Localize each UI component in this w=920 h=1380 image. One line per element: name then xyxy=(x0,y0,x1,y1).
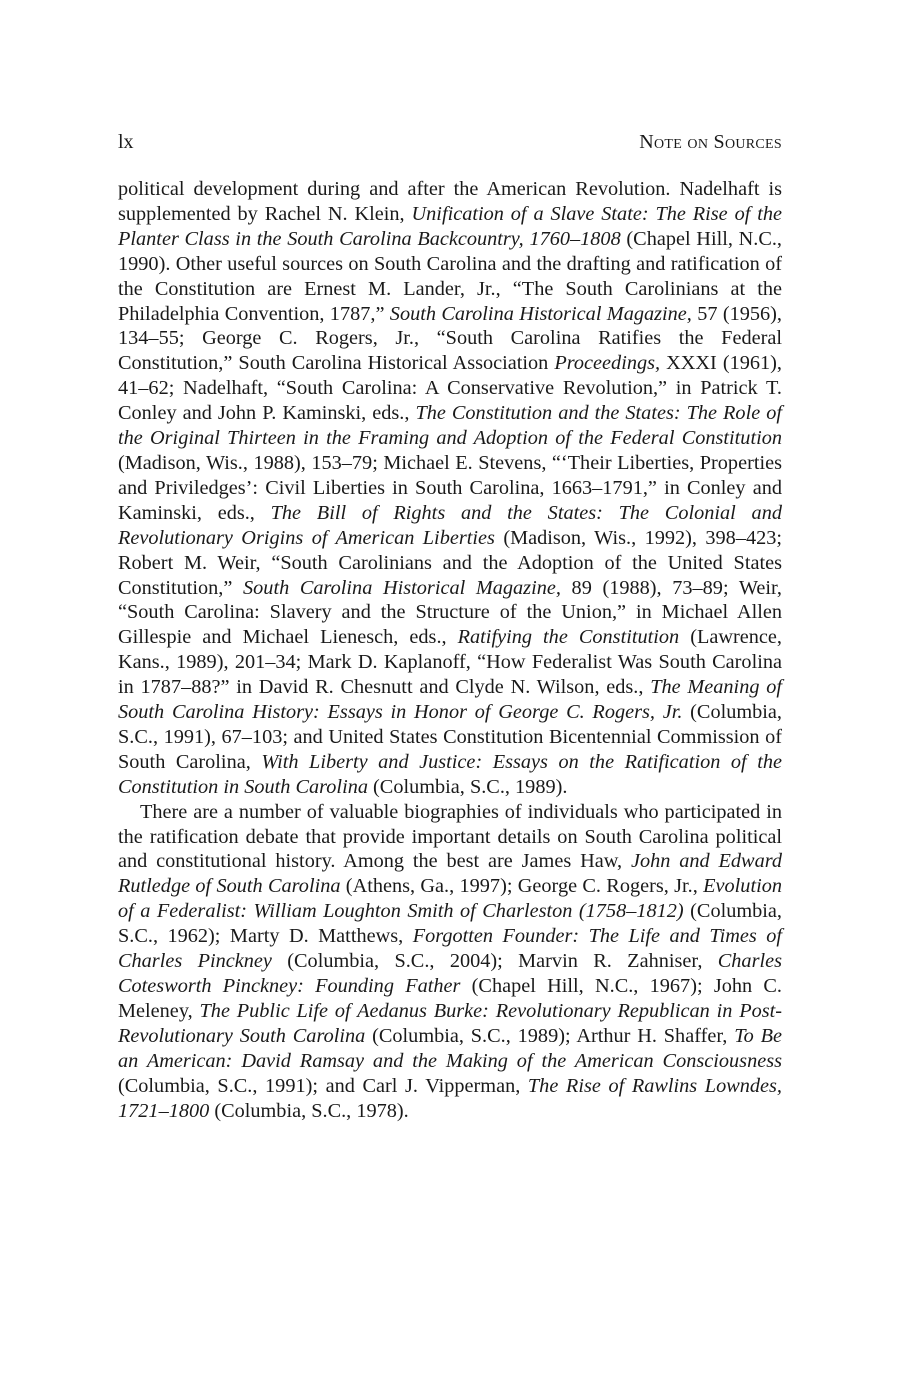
text-run: (Columbia, S.C., 1962); Marty D. Matthews, xyxy=(118,900,782,948)
italic-title: South Carolina Historical Magazine, xyxy=(243,576,561,599)
text-run: (Columbia, S.C., 1989); Arthur H. Shaffer, xyxy=(365,1024,735,1047)
italic-title: The Constitution and the States: The Role of the Original Thirteen in the Framing and Adoption of the Federal Constitution xyxy=(118,402,782,450)
text-run: (Madison, Wis., 1992), 398–423; Robert M. Weir, “South Carolinians and the Adoption of the United States Constitution,” xyxy=(118,526,783,599)
italic-title: The Bill of Rights and the States: The Colonial and Revolutionary Origins of American Liberties xyxy=(118,501,782,549)
text-run: (Columbia, S.C., 1989). xyxy=(367,775,568,798)
text-run: (Lawrence, Kans., 1989), 201–34; Mark D. Kaplanoff, “How Federalist Was South Carolina in 1787–88?” in David R. Chesnutt and Clyde N. Wilson, eds., xyxy=(118,626,782,699)
text-run: (Columbia, S.C., 1991); and Carl J. Vipperman, xyxy=(118,1074,528,1097)
text-run: (Columbia, S.C., 1991), 67–103; and United States Constitution Bicentennial Commission of South Carolina, xyxy=(118,701,782,773)
italic-title: The Public Life of Aedanus Burke: Revolutionary Republican in Post-Revolutionary South Carolina xyxy=(118,999,783,1047)
text-run: (Chapel Hill, N.C., 1990). Other useful sources on South Carolina and the drafting and ratification of the Constitution are Ernest M. Lander, Jr., “The South Carolinians at the Philadelphia Convention, 1787,” xyxy=(118,227,782,325)
italic-title: Proceedings, xyxy=(554,352,661,375)
body-text xyxy=(118,177,782,1123)
page-number: lx xyxy=(118,131,134,153)
italic-title: With Liberty and Justice: Essays on the Ratification of the Constitution in South Carolina xyxy=(118,750,782,798)
italic-title: The Rise of Rawlins Lowndes, 1721–1800 xyxy=(118,1074,782,1122)
text-run: XXXI (1961), 41–62; Nadelhaft, “South Carolina: A Conservative Revolution,” in Patrick T. Conley and John P. Kaminski, eds., xyxy=(118,352,782,425)
italic-title: John and Edward Rutledge of South Carolina xyxy=(118,850,782,898)
italic-title: To Be an American: David Ramsay and the Making of the American Consciousness xyxy=(118,1024,782,1072)
text-run: 57 (1956), 134–55; George C. Rogers, Jr., “South Carolina Ratifies the Federal Constitution,” South Carolina Historical Association xyxy=(118,302,783,375)
text-run: (Columbia, S.C., 2004); Marvin R. Zahniser, xyxy=(271,950,718,973)
page-header xyxy=(118,128,782,156)
text-run: political development during and after the American Revolution. Nadelhaft is supplemented by Rachel N. Klein, xyxy=(118,178,782,225)
text-run: (Columbia, S.C., 1978). xyxy=(209,1099,409,1122)
italic-title: Forgotten Founder: The Life and Times of Charles Pinckney xyxy=(118,925,782,973)
text-run: (Chapel Hill, N.C., 1967); John C. Meleney, xyxy=(118,975,782,1022)
text-run: (Athens, Ga., 1997); George C. Rogers, Jr., xyxy=(340,875,704,898)
italic-title: Charles Cotesworth Pinckney: Founding Father xyxy=(118,950,782,997)
paragraph-bibliography-sc-constitution xyxy=(118,177,782,800)
text-run: There are a number of valuable biographies of individuals who participated in the ratification debate that provide important details on South Carolina political and constitutional history. Among the best are James Haw, xyxy=(118,800,782,873)
paragraph-biographies xyxy=(118,800,782,1124)
italic-title: The Meaning of South Carolina History: Essays in Honor of George C. Rogers, Jr. xyxy=(118,676,783,724)
running-head: Note on Sources xyxy=(639,131,782,153)
italic-title: South Carolina Historical Magazine, xyxy=(389,302,692,325)
italic-title: Ratifying the Constitution xyxy=(457,626,680,649)
italic-title: Evolution of a Federalist: William Loughton Smith of Charleston (1758–1812) xyxy=(118,875,782,923)
text-run: (Madison, Wis., 1988), 153–79; Michael E. Stevens, “‘Their Liberties, Properties and Priviledges’: Civil Liberties in South Carolina, 1663–1791,” in Conley and Kaminski, eds., xyxy=(118,451,782,524)
text-run: 89 (1988), 73–89; Weir, “South Carolina: Slavery and the Structure of the Union,” in Michael Allen Gillespie and Michael Lienesch, eds., xyxy=(118,576,783,649)
italic-title: Unification of a Slave State: The Rise of the Planter Class in the South Carolina Backcountry, 1760–1808 xyxy=(118,202,783,250)
